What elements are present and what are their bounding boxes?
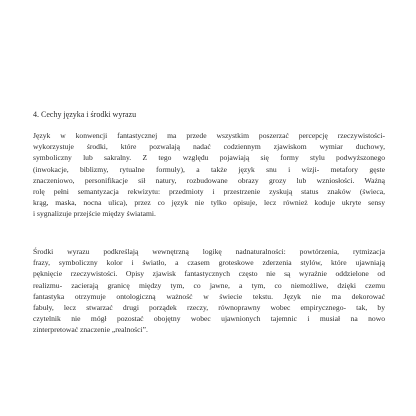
paragraph-line: zinterpretować znaczenie „realności”. (33, 325, 148, 335)
paragraph-language-features (33, 130, 385, 220)
paragraph-line: realizmu- zacierają granicę między tym, co jawne, a tym, co niemożliwe, dzięki czemu (33, 280, 385, 290)
paragraph-line: krąg, maska, nocna ulica), przez co język nie tylko opisuje, lecz również koduje ukryte sensy (33, 198, 385, 208)
paragraph-line: Środki wyrazu podkreślają wewnętrzną logikę nadnaturalności: powtórzenia, rytmizacja (33, 247, 385, 256)
paragraph-means-of-expression (33, 246, 385, 336)
paragraph-line: znaczeniowo, personifikacje sił natury, rozbudowane obrazy grozy lub wzniosłości. Ważną (33, 175, 385, 185)
paragraph-line: pęknięcie rzeczywistości. Opisy zjawisk fantastycznych często nie są wyraźnie oddzielone od (33, 269, 385, 279)
paragraph-line: fantastyka otrzymuje ontologiczną ważność w świecie tekstu. Język nie ma dekorować (33, 291, 385, 301)
paragraph-line: fabuły, lecz stwarzać drugi porządek rzeczy, równoprawny wobec empirycznego- tak, by (33, 302, 385, 312)
paragraph-line: frazy, symboliczny kolor i światło, a czasem groteskowe zderzenia stylów, które ujawniają (33, 258, 385, 268)
paragraph-line: (inwokacje, biblizmy, rytualne formuły), a także język snu i wizji- metafory gęste (33, 164, 385, 174)
paragraph-line: Język w konwencji fantastycznej ma przede wszystkim poszerzać percepcję rzeczywistości- (33, 131, 385, 140)
paragraph-line: czytelnik nie mógł pozostać obojętny wobec ujawnionych tajemnic i musiał na nowo (33, 314, 385, 324)
paragraph-line: wykorzystuje środki, które pozwalają nadać codziennym zjawiskom wymiar duchowy, (33, 142, 385, 152)
paragraph-line: symboliczny lub sakralny. Z tego względu pojawiają się formy stylu podwyższonego (33, 153, 385, 163)
section-heading: 4. Cechy języka i środki wyrazu (33, 110, 137, 119)
paragraph-line: i sygnalizuje przejście między światami. (33, 209, 156, 219)
paragraph-line: rolę pełni semantyzacja rekwizytu: przedmioty i przestrzenie zyskują status znaków (świeca, (33, 186, 385, 196)
